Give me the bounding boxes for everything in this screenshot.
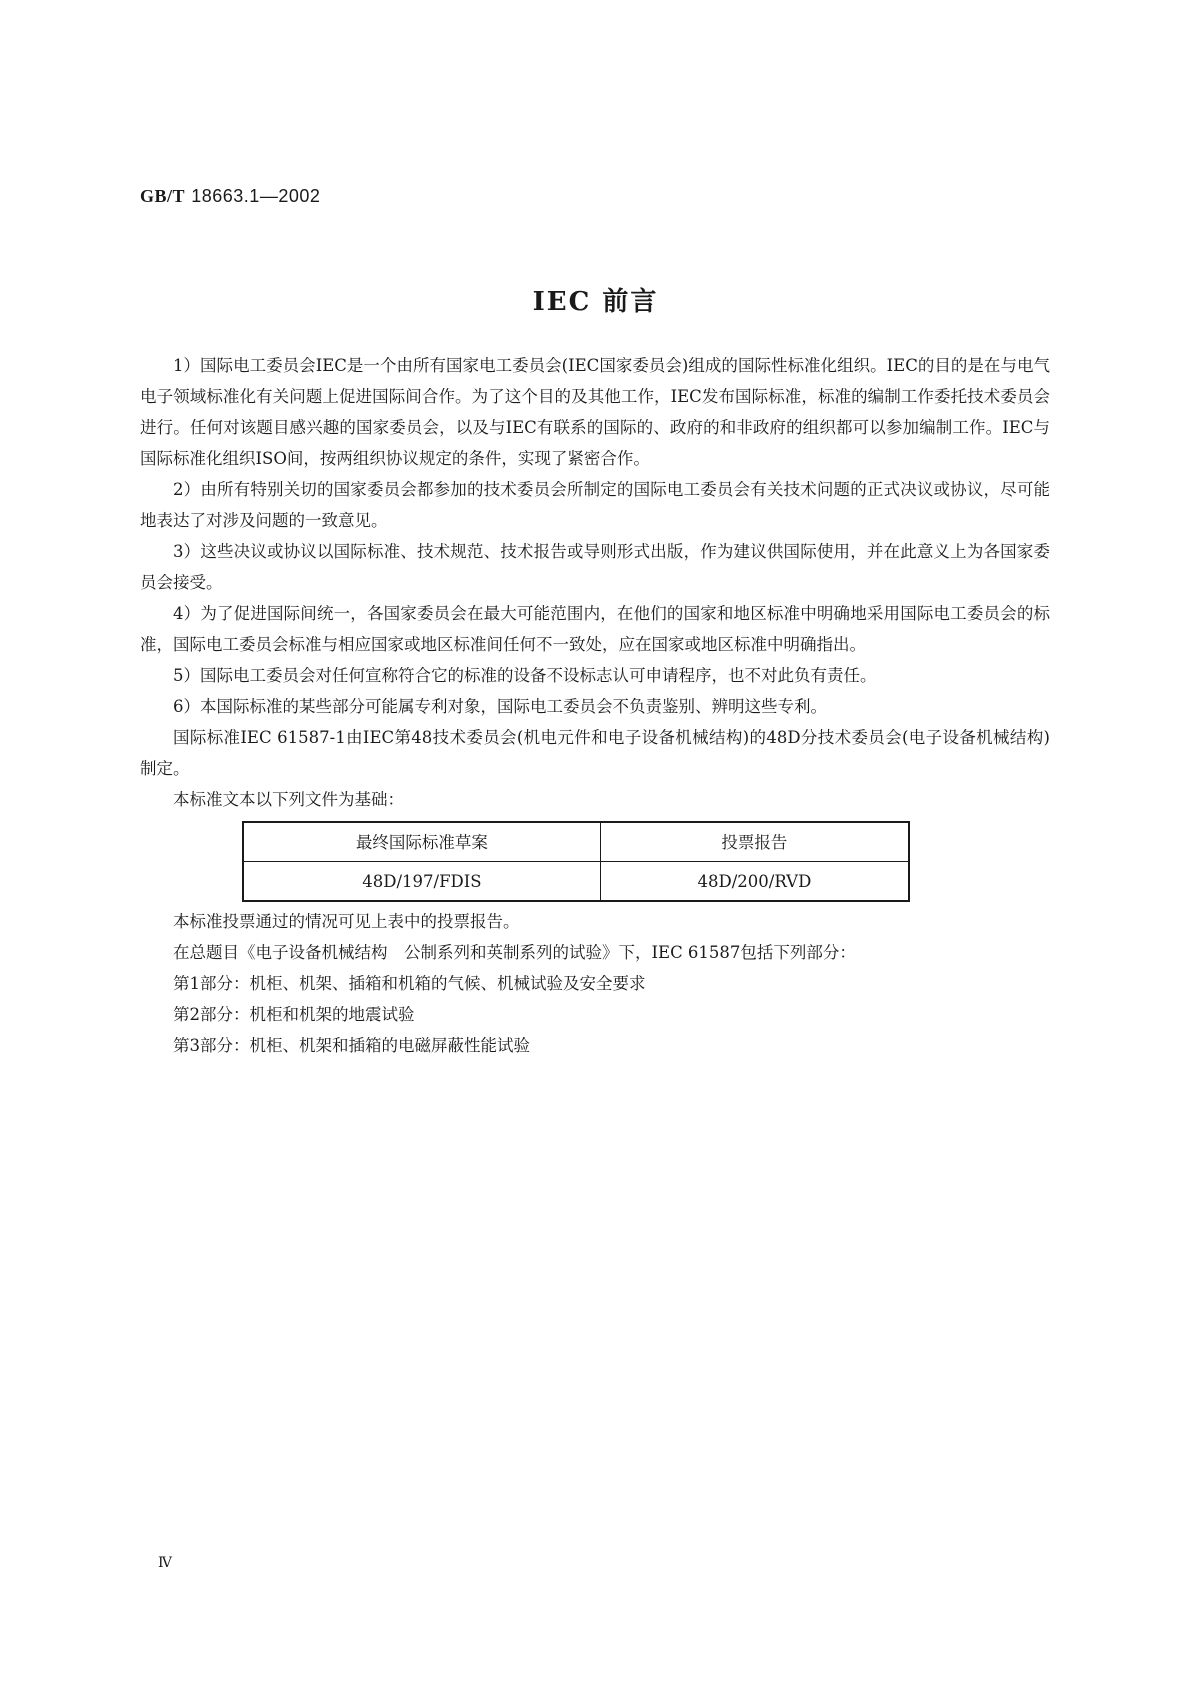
paragraph-3: 3）这些决议或协议以国际标准、技术规范、技术报告或导则形式出版，作为建议供国际使用，并在此意义上为各国家委员会接受。 (140, 542, 1050, 592)
parts-intro: 在总题目《电子设备机械结构 公制系列和英制系列的试验》下，IEC 61587包括下列部分： (173, 943, 856, 962)
standard-code (140, 186, 320, 207)
vote-note: 本标准投票通过的情况可见上表中的投票报告。 (173, 912, 520, 931)
part-1: 第1部分：机柜、机架、插箱和机箱的气候、机械试验及安全要求 (173, 974, 646, 993)
basis-intro: 本标准文本以下列文件为基础： (173, 790, 404, 809)
page-title: IEC 前言 (532, 287, 659, 317)
vote-table-cell-rvd: 48D/200/RVD (600, 862, 909, 902)
vote-table (242, 821, 910, 902)
part-3: 第3部分：机柜、机架和插箱的电磁屏蔽性能试验 (173, 1036, 530, 1055)
document-body (140, 350, 1050, 1061)
paragraph-1: 1）国际电工委员会IEC是一个由所有国家电工委员会(IEC国家委员会)组成的国际性标准化组织。IEC的目的是在与电气电子领域标准化有关问题上促进国际间合作。为了这个目的及其他工作，IEC发布国际标准，标准的编制工作委托技术委员会进行。任何对该题目感兴趣的国家委员会，以及与IEC有联系的国际的、政府的和非政府的组织都可以参加编制工作。IEC与国际标准化组织ISO间，按两组织协议规定的条件，实现了紧密合作。 (140, 356, 1050, 468)
page-number: Ⅳ (158, 1555, 172, 1571)
paragraph-6: 6）本国际标准的某些部分可能属专利对象，国际电工委员会不负责鉴别、辨明这些专利。 (173, 697, 827, 716)
standard-code-number: 18663.1—2002 (191, 186, 321, 206)
vote-table-header-row (243, 822, 909, 862)
vote-table-header-rvd: 投票报告 (600, 822, 909, 862)
standard-code-prefix: GB/T (140, 186, 186, 206)
paragraph-iec-origin: 国际标准IEC 61587-1由IEC第48技术委员会(机电元件和电子设备机械结构)的48D分技术委员会(电子设备机械结构)制定。 (140, 728, 1050, 778)
paragraph-4: 4）为了促进国际间统一，各国家委员会在最大可能范围内，在他们的国家和地区标准中明确地采用国际电工委员会的标准，国际电工委员会标准与相应国家或地区标准间任何不一致处，应在国家或地区标准中明确指出。 (140, 604, 1050, 654)
part-2: 第2部分：机柜和机架的地震试验 (173, 1005, 415, 1024)
vote-table-header-fdis: 最终国际标准草案 (243, 822, 600, 862)
vote-table-row (243, 862, 909, 902)
vote-table-wrapper (140, 821, 1050, 902)
paragraph-2: 2）由所有特别关切的国家委员会都参加的技术委员会所制定的国际电工委员会有关技术问题的正式决议或协议，尽可能地表达了对涉及问题的一致意见。 (140, 480, 1050, 530)
paragraph-5: 5）国际电工委员会对任何宣称符合它的标准的设备不设标志认可申请程序，也不对此负有责任。 (173, 666, 877, 685)
vote-table-cell-fdis: 48D/197/FDIS (243, 862, 600, 902)
